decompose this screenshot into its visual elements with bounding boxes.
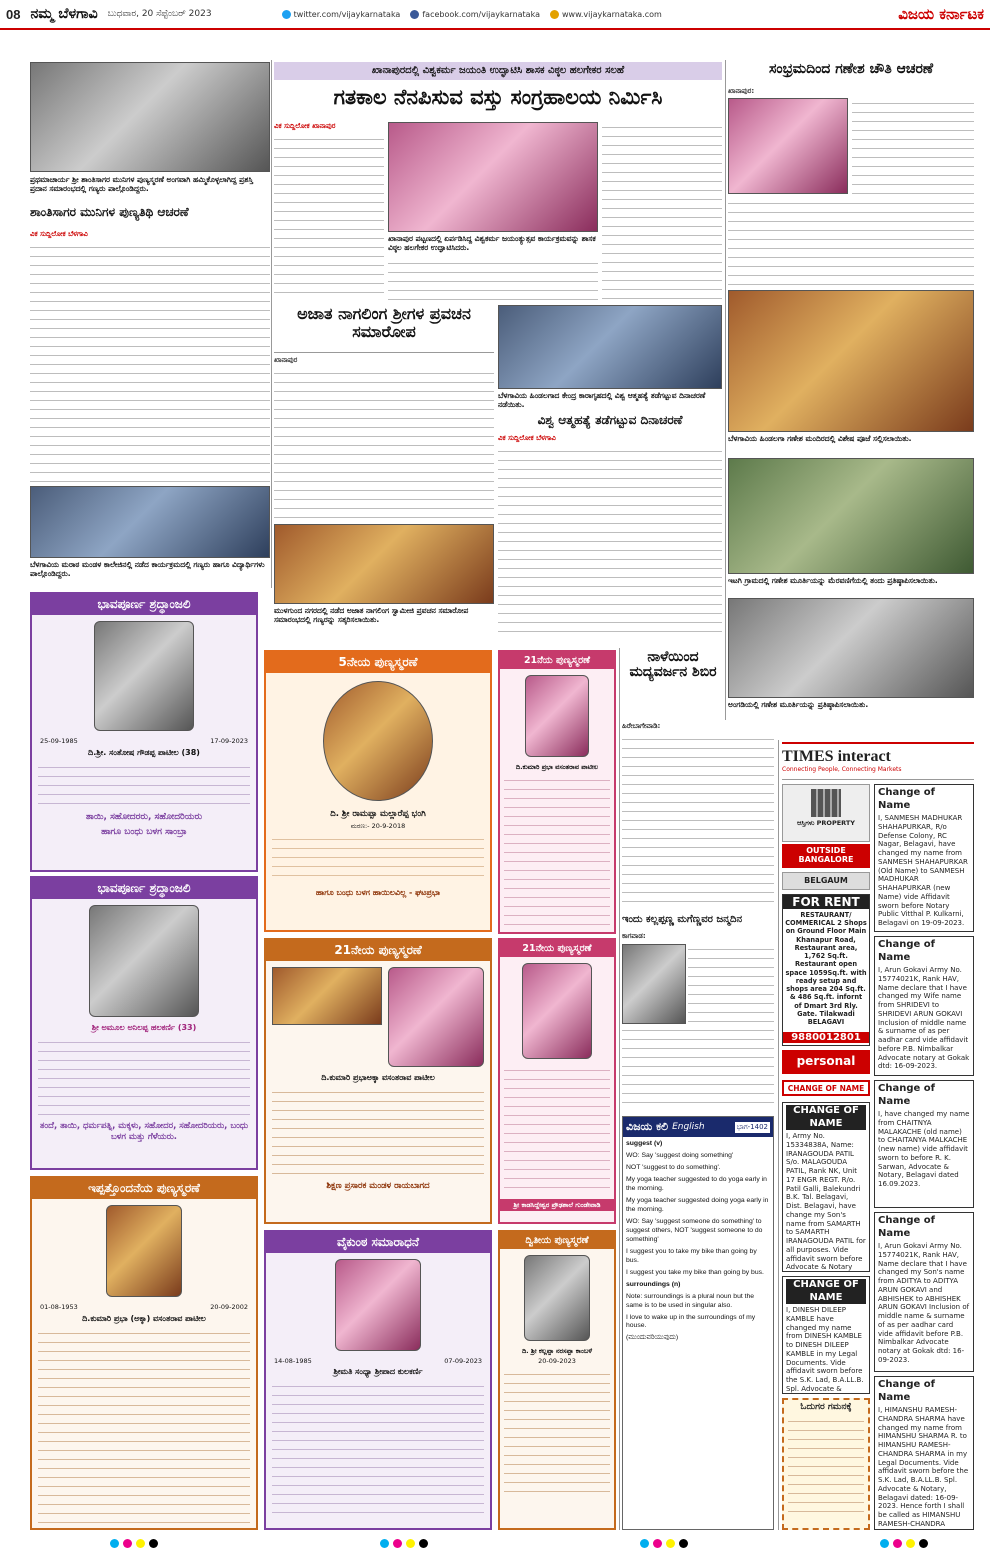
times-interact-tagline: Connecting People, Connecting Markets xyxy=(782,766,902,773)
twitter-icon xyxy=(282,10,291,19)
obituary-1-footer: ತಾಯಿ, ಸಹೋದರರು, ಸಹೋದರಿಯರು xyxy=(85,812,203,823)
for-rent-ad xyxy=(782,894,870,1046)
top-banner: ಖಾನಾಪುರದಲ್ಲಿ ವಿಶ್ವಕರ್ಮ ಜಯಂತಿ ಉದ್ಘಾಟಿಸಿ ಶಾಸಕ ವಿಠ್ಠಲ ಹಲಗೇಕರ ಸಲಹೆ xyxy=(274,62,722,80)
main-body-right xyxy=(602,122,722,300)
obituary-1-footer-2: ಹಾಗೂ ಬಂಧು ಬಳಗ ಸಾಂಬ್ರಾ xyxy=(101,827,187,838)
obituary-2-title: ಭಾವಪೂರ್ಣ ಶ್ರದ್ಧಾಂಜಲಿ xyxy=(32,878,256,899)
registration-marks-left xyxy=(110,1539,158,1548)
mid-photo xyxy=(274,524,494,604)
left-bottom-caption: ಬೆಳಗಾವಿಯ ಮರಾಠ ಮಂಡಳ ಕಾಲೇಜಿನಲ್ಲಿ ನಡೆದ ಕಾರ್ಯಕ್ರಮದಲ್ಲಿ ಗಣ್ಯರು ಹಾಗೂ ವಿದ್ಯಾರ್ಥಿಗಳು ಪಾಲ್ಗೊಂಡಿದ್ದರು. xyxy=(30,560,265,579)
suicide-photo-caption: ಬೆಳಗಾವಿಯ ಹಿಂಡಲಗಾದ ಕೇಂದ್ರ ಕಾರಾಗೃಹದಲ್ಲಿ ವಿಶ್ವ ಆತ್ಮಹತ್ಯೆ ತಡೆಗಟ್ಟುವ ದಿನಾಚರಣೆ ನಡೆಯಿತು. xyxy=(498,391,706,410)
registration-marks-mid2 xyxy=(640,1539,688,1548)
facebook-icon xyxy=(410,10,419,19)
edition-name: ನಮ್ಮ ಬೆಳಗಾವಿ xyxy=(30,6,98,22)
memorial-21a-name: ದಿ.ಕುಮಾರಿ ಪ್ರಭಾ ವಸಂತರಾವ ಪಾಟೀಲ xyxy=(515,763,599,771)
memorial-21b-footer: ಶಿಕ್ಷಣ ಪ್ರಸಾರಕ ಮಂಡಳ ರಾಯಬಾಗದ xyxy=(326,1181,430,1191)
english-kali-brand: ವಿಜಯ ಕಲಿ xyxy=(626,1120,669,1133)
obituary-2-footer: ತಂದೆ, ತಾಯಿ, ಧರ್ಮಪತ್ನಿ, ಮಕ್ಕಳು, ಸಹೋದರ, ಸಹೋದರಿಯರು, ಬಂಧು ಬಳಗ ಮತ್ತು ಗೆಳೆಯರು. xyxy=(39,1121,249,1142)
classified-2: Change of Name I, Arun Gokavi Army No. 15774021K, Rank HAV, Name declare that I have changed my Wife name from SHRIDEVI to SHRIDEVI ARUN GOKAVI Inclusion of middle name & surname of as per aadhar card vide affidavit before P.B. Nimbalkar Advocate notary at Gokak dtd: 16-09-2023. xyxy=(874,936,974,1076)
suicide-headline: ವಿಶ್ವ ಆತ್ಮಹತ್ಯೆ ತಡೆಗಟ್ಟುವ ದಿನಾಚರಣೆ xyxy=(537,414,683,427)
dwitiya-date: 20-09-2023 xyxy=(538,1357,576,1366)
ganesh-body xyxy=(852,98,974,194)
outside-bangalore-label: OUTSIDE BANGALORE xyxy=(782,844,870,868)
classified-5: Change of Name I, Arun Gokavi Army No. 15774021K, Rank HAV, Name declare that I have changed my Son's name from ADITYA to ADITYA ARUN GOKAVI and ABHISHEK to ABHISHEK ARUN GOKAVI Inclusion of middle name & surname of as per aadhar card vide affidavit before P.B. Nimbalkar Advocate notary at Gokak dtd: 16-09-2023. xyxy=(874,1212,974,1372)
english-kali-line: (ಮುಂದುವರಿಯುವುದು) xyxy=(626,1334,679,1342)
memorial-5th-title: 5ನೇಯ ಪುಣ್ಯಸ್ಮರಣೆ xyxy=(266,652,490,673)
column-rule xyxy=(725,60,726,720)
ganesh-body-2 xyxy=(728,198,974,286)
obituary-3-death: 20-09-2002 xyxy=(210,1303,248,1311)
times-interact-name: TIMES interact xyxy=(782,748,891,765)
obituary-2-photo xyxy=(89,905,199,1017)
readers-notice xyxy=(782,1398,870,1530)
left-body-text xyxy=(30,242,270,482)
mid-headline: ಅಜಾತ ನಾಗಲಿಂಗ ಶ್ರೀಗಳ ಪ್ರವಚನ ಸಮಾರೋಪ xyxy=(274,305,494,353)
main-dateline: ವಿಕ ಸುದ್ದಿಲೋಕ ಖಾನಾಪುರ xyxy=(274,122,336,130)
memorial-21c-footer: ಶ್ರೀ ಕಾಡಸಿದ್ದೇಶ್ವರ ಪ್ರೌಢಶಾಲೆ ಗುಂಡೇವಾಡಿ xyxy=(500,1199,614,1211)
deaddiction-headline: ನಾಳೆಯಿಂದ ಮದ್ಯವರ್ಜನ ಶಿಬಿರ xyxy=(629,650,717,681)
main-body-left xyxy=(274,134,384,299)
website-link[interactable]: www.vijaykarnataka.com xyxy=(550,10,662,19)
memorial-21b-ad xyxy=(264,938,492,1224)
memorial-21b-photo xyxy=(388,967,484,1067)
vaikuntha-ad xyxy=(264,1230,492,1530)
birthday-photo xyxy=(622,944,686,1024)
change-of-name-label: CHANGE OF NAME xyxy=(782,1080,870,1096)
vaikuntha-title: ವೈಕುಂಠ ಸಮಾರಾಧನೆ xyxy=(266,1232,490,1253)
deaddiction-body xyxy=(622,734,774,910)
vaikuntha-name: ಶ್ರೀಮತಿ ಸಂಧ್ಯಾ ಶ್ರೀಪಾದ ಕುಲಕರ್ಣಿ xyxy=(333,1367,423,1377)
memorial-5th-death: ಮರಣ:- 20-9-2018 xyxy=(350,821,406,830)
memorial-21c-title: 21ನೇಯ ಪುಣ್ಯಸ್ಮರಣೆ xyxy=(500,940,614,957)
memorial-21c-photo xyxy=(522,963,592,1059)
mid-photo-caption: ಮುಳಗುಂದ ನಗರದಲ್ಲಿ ನಡೆದ ಅಜಾತ ನಾಗಲಿಂಗ ಸ್ವಾಮೀಜಿ ಪ್ರವಚನ ಸಮಾರೋಪ ಸಮಾರಂಭದಲ್ಲಿ ಗಣ್ಯರನ್ನು ಸತ್ಕರಿಸಲಾಯಿತು. xyxy=(274,606,469,625)
brand-logo: ವಿಜಯ ಕರ್ನಾಟಕ xyxy=(898,5,984,23)
deaddiction-dateline: ಹಿರೇಬಾಗೇವಾಡಿ: xyxy=(622,722,661,730)
english-kali-line: I suggest you take my bike than going by bus. xyxy=(626,1268,764,1276)
left-dateline: ವಿಕ ಸುದ್ದಿಲೋಕ ಬೆಳಗಾವಿ xyxy=(30,230,88,238)
obituary-3-name: ದಿ.ಕುಮಾರಿ ಪ್ರಭಾ (ಅಕ್ಕಾ) ವಸಂತರಾವ ಪಾಟೀಲ xyxy=(82,1314,206,1324)
page-number: 08 xyxy=(6,6,21,22)
memorial-21a-ad xyxy=(498,650,616,934)
english-kali-line: WO: Say 'suggest doing something' xyxy=(626,1151,734,1159)
memorial-5th-ad xyxy=(264,650,492,932)
english-kali-box xyxy=(622,1116,774,1530)
obituary-3-birth: 01-08-1953 xyxy=(40,1303,78,1311)
vaikuntha-birth: 14-08-1985 xyxy=(274,1357,312,1365)
memorial-5th-name: ದಿ. ಶ್ರೀ ರಾಮಪ್ಪಾ ಮಲ್ಲಾರೆಪ್ಪ ಭಂಗಿ xyxy=(330,809,426,819)
memorial-21b-title: 21ನೇಯ ಪುಣ್ಯಸ್ಮರಣೆ xyxy=(266,940,490,961)
english-kali-label: English xyxy=(672,1122,705,1132)
obituary-3-title: ಇಪ್ಪತ್ತೊಂದನೆಯ ಪುಣ್ಯಸ್ಮರಣೆ xyxy=(32,1178,256,1199)
dwitiya-ad xyxy=(498,1230,616,1530)
readers-notice-title: ಓದುಗರ ಗಮನಕ್ಕೆ xyxy=(800,1402,852,1412)
ganesh-photo-4 xyxy=(728,598,974,698)
obituary-3-photo xyxy=(106,1205,182,1297)
obituary-1-death: 17-09-2023 xyxy=(210,737,248,745)
left-headline: ಶಾಂತಿಸಾಗರ ಮುನಿಗಳ ಪುಣ್ಯತಿಥಿ ಆಚರಣೆ xyxy=(30,206,189,219)
dwitiya-name: ದಿ. ಶ್ರೀ ಕಲ್ಲಪ್ಪಾ ನರಸಪ್ಪಾ ಕಾಂಬಳೆ xyxy=(521,1347,593,1355)
property-section-label: ಆಸ್ತಿಗಳು PROPERTY xyxy=(782,784,870,842)
obituary-1-photo xyxy=(94,621,194,731)
english-kali-line: My yoga teacher suggested doing yoga early in the morning. xyxy=(626,1196,769,1213)
ganesh-caption-1: ಬೆಳಗಾವಿಯ ಹಿಂಡಲಗಾ ಗಣೇಶ ಮಂದಿರದಲ್ಲಿ ವಿಶೇಷ ಪೂಜೆ ಸಲ್ಲಿಸಲಾಯಿತು. xyxy=(728,434,912,443)
dwitiya-title: ದ್ವಿತೀಯ ಪುಣ್ಯಸ್ಮರಣೆ xyxy=(500,1232,614,1249)
classified-6: CHANGE OF NAME I, DINESH DILEEP KAMBLE have changed my name from DINESH KAMBLE to DINESH DILEEP KAMBLE in my Legal Documents. Vide affidavit sworn before the S.K. Lad, B.A.LL.B. Spl. Advocate & xyxy=(782,1276,870,1394)
suicide-photo xyxy=(498,305,722,389)
personal-label: personal xyxy=(782,1050,870,1074)
for-rent-body: RESTAURANT/ COMMERICAL 2 Shops on Ground Floor Main Khanapur Road, Restaurant area, 1,762 Sq.ft. Restaurant open space 1059Sq.ft. with ready setup and shops area 204 Sq.ft. & 486 Sq.ft. infornt of Dmart 3rd Rly. Gate. Tilakwadi BELAGAVI xyxy=(785,911,867,1027)
for-rent-title: FOR RENT xyxy=(783,895,869,909)
obituary-ad-1 xyxy=(30,592,258,872)
globe-icon xyxy=(550,10,559,19)
issue-date: ಬುಧವಾರ, 20 ಸೆಪ್ಟೆಂಬರ್ 2023 xyxy=(107,9,212,19)
obituary-2-name: ಶ್ರೀ ಅಮೂಲ ಅನಿಲಪ್ಪ ಹಲಕರ್ಣಿ (33) xyxy=(91,1023,197,1032)
obituary-1-birth: 25-09-1985 xyxy=(40,737,78,745)
obituary-ad-3 xyxy=(30,1176,258,1530)
ganesh-photo-2 xyxy=(728,290,974,432)
english-kali-lines xyxy=(623,1137,773,1349)
ganesh-headline: ಸಂಭ್ರಮದಿಂದ ಗಣೇಶ ಚೌತಿ ಆಚರಣೆ xyxy=(768,62,934,77)
dwitiya-photo xyxy=(524,1255,590,1341)
ganesh-photo-1 xyxy=(728,98,848,194)
memorial-21b-name: ದಿ.ಕುಮಾರಿ ಪ್ರಭಾಅಕ್ಕಾ ವಸಂತರಾವ ಪಾಟೀಲ xyxy=(321,1073,435,1082)
memorial-5th-footer: ಹಾಗೂ ಬಂಧು ಬಳಗ ಹಾಯಿಲವಿಲ್ಲ - ಘಟಪ್ರಭಾ xyxy=(315,887,441,897)
vaikuntha-photo xyxy=(335,1259,421,1351)
english-kali-line: surroundings (n) xyxy=(626,1280,681,1288)
main-photo-caption: ಖಾನಾಪುರ ಪಟ್ಟಣದಲ್ಲಿ ಏರ್ಪಡಿಸಿದ್ದ ವಿಶ್ವಕರ್ಮ ಜಯಂತ್ಯುತ್ಸವ ಕಾರ್ಯಕ್ರಮವನ್ನು ಶಾಸಕ ವಿಠ್ಠಲ ಹಲಗೇಕರ ಉದ್ಘಾಟಿಸಿದರು. xyxy=(388,234,596,253)
memorial-5th-photo xyxy=(323,681,433,801)
mid-body xyxy=(274,368,494,520)
main-headline: ಗತಕಾಲ ನೆನಪಿಸುವ ವಸ್ತು ಸಂಗ್ರಹಾಲಯ ನಿರ್ಮಿಸಿ xyxy=(333,86,663,109)
registration-marks-right xyxy=(880,1539,928,1548)
facebook-link[interactable]: facebook.com/vijaykarnataka xyxy=(410,10,540,19)
left-photo-caption: ಪ್ರಥಮಾಚಾರ್ಯ ಶ್ರೀ ಶಾಂತಿಸಾಗರ ಮುನಿಗಳ ಪುಣ್ಯಸ್ಮರಣೆ ಅಂಗವಾಗಿ ಹಮ್ಮಿಕೊಳ್ಳಲಾಗಿದ್ದ ಪ್ರಶಸ್ತಿ ಪ್ರದಾನ ಸಮಾರಂಭದಲ್ಲಿ ಗಣ್ಯರು ಪಾಲ್ಗೊಂಡಿದ್ದರು. xyxy=(30,175,254,194)
vaikuntha-death: 07-09-2023 xyxy=(444,1357,482,1365)
suicide-body xyxy=(498,446,722,632)
english-kali-line: I love to wake up in the surroundings of my house. xyxy=(626,1313,756,1330)
suicide-dateline: ವಿಕ ಸುದ್ದಿಲೋಕ ಬೆಳಗಾವಿ xyxy=(498,434,556,442)
column-rule xyxy=(778,740,779,1530)
birthday-dateline: ಕಾಗವಾಡ: xyxy=(622,932,646,940)
classified-4: CHANGE OF NAME I, Army No. 15334838A, Name: IRANAGOUDA PATIL S/o. MALAGOUDA PATIL, Rank NK, Unit 17 ENGR REGT. R/o. Patil Galli, Balekundri B.K. Tal. Belagavi, Dist. Belagavi, have change my Son's name from SAMARTH to SAMARTH IRANAGOUDA PATIL for all purposes. Vide affidavit sworn before Advocate & Notary xyxy=(782,1102,870,1272)
main-body-bottom xyxy=(388,258,598,300)
classified-3: Change of Name I, have changed my name from CHAITNYA MALAKACHE (old name) to CHAITANYA MALKACHE (new name) vide affidavit sworn to before R. K. Sarwan, Advocate & Notary, Belagavi dated 16.09.2023. xyxy=(874,1080,974,1208)
classified-1: Change of Name I, SANMESH MADHUKAR SHAHAPURKAR, R/o Defense Colony, RC Nagar, Belagavi, have changed my name from SANMESH SHAHAPURKAR (Old Name) to SANMESH MADHUKAR SHAHAPURKAR (new Name) vide Affidavit sworn before Notary Public Vitthal P. Kulkarni, Belagavi on 19-09-2023. xyxy=(874,784,974,932)
left-bottom-photo xyxy=(30,486,270,558)
column-rule xyxy=(619,648,620,1530)
memorial-21c-ad xyxy=(498,938,616,1224)
registration-marks-mid xyxy=(380,1539,428,1548)
birthday-headline: ಇಂದು ಕಲ್ಲಪ್ಪಣ್ಣ ಮಗೆಣ್ಣವರ ಜನ್ಮದಿನ xyxy=(622,914,743,925)
obituary-ad-2 xyxy=(30,876,258,1170)
twitter-link[interactable]: twitter.com/vijaykarnataka xyxy=(282,10,401,19)
ganesh-dateline: ಖಾನಾಪುರ: xyxy=(728,87,755,95)
left-top-photo xyxy=(30,62,270,172)
column-rule xyxy=(271,60,272,588)
english-kali-line: Note: surroundings is a plural noun but the same is to be used in singular also. xyxy=(626,1292,755,1309)
belgaum-label: BELGAUM xyxy=(782,872,870,890)
english-kali-line: WO: Say 'suggest someone do something' to suggest others, NOT 'suggest someone to do something' xyxy=(626,1217,763,1243)
times-interact-logo xyxy=(782,742,974,780)
memorial-21b-lamp xyxy=(272,967,382,1025)
for-rent-phone: 9880012801 xyxy=(783,1032,869,1043)
page-header xyxy=(0,0,990,30)
ganesh-photo-3 xyxy=(728,458,974,574)
mid-dateline: ಖಾನಾಪುರ xyxy=(274,356,298,364)
obituary-1-name: ದಿ.ಶ್ರೀ. ಸಂತೋಷ ಗೌಡಪ್ಪ ಪಾಟೀಲ (38) xyxy=(88,748,200,758)
memorial-21a-photo xyxy=(525,675,589,757)
english-kali-line: suggest (v) xyxy=(626,1140,663,1147)
obituary-1-title: ಭಾವಪೂರ್ಣ ಶ್ರದ್ಧಾಂಜಲಿ xyxy=(32,594,256,615)
english-kali-line: NOT 'suggest to do something'. xyxy=(626,1163,721,1171)
ganesh-caption-3: ಅಂಗಡಿಯಲ್ಲಿ ಗಣೇಶ ಮೂರ್ತಿಯನ್ನು ಪ್ರತಿಷ್ಠಾಪಿಸಲಾಯಿತು. xyxy=(728,700,869,709)
classified-7: Change of Name I, HIMANSHU RAMESH-CHANDRA SHARMA have changed my name from HIMANSHU SHARMA R. to HIMANSHU RAMESH-CHANDRA SHARMA in my Legal Documents. Vide affidavit sworn before the S.K. Lad, B.A.LL.B. Spl. Advocate & Notary, Belagavi dated: 16-09-2023. Hence forth I shall be called as HIMANSHU RAMESH-CHANDRA xyxy=(874,1376,974,1530)
english-kali-part: ಭಾಗ-1402 xyxy=(736,1122,768,1131)
main-event-photo xyxy=(388,122,598,232)
memorial-21a-title: 21ನೆಯ ಪುಣ್ಯಸ್ಮರಣೆ xyxy=(500,652,614,669)
english-kali-line: I suggest you to take my bike than going by bus. xyxy=(626,1247,757,1264)
ganesh-caption-2: ಇಟಗಿ ಗ್ರಾಮದಲ್ಲಿ ಗಣೇಶ ಮೂರ್ತಿಯನ್ನು ಮೆರವಣಿಗೆಯಲ್ಲಿ ತಂದು ಪ್ರತಿಷ್ಠಾಪಿಸಲಾಯಿತು. xyxy=(728,576,938,585)
building-icon xyxy=(811,789,841,817)
english-kali-line: My yoga teacher suggested to do yoga early in the morning. xyxy=(626,1175,767,1192)
